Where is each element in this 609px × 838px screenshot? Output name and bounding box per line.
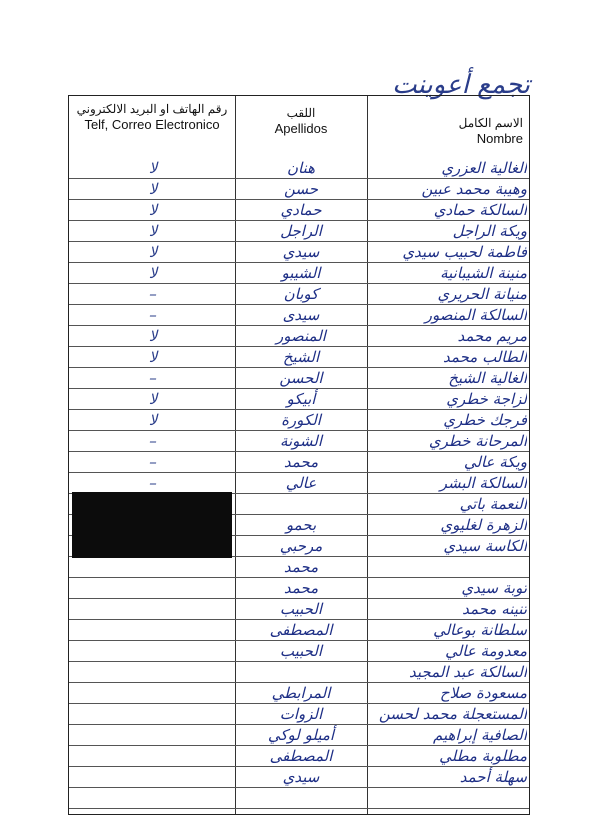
cell-name: السالكة عبد المجيد — [409, 663, 527, 681]
cell-telf — [73, 683, 233, 704]
table-row — [69, 200, 529, 221]
cell-apellido: هنان — [286, 159, 316, 177]
cell-telf — [73, 725, 233, 746]
cell-apellido: بحمو — [285, 516, 317, 534]
cell-telf: لا — [148, 411, 158, 429]
table-row — [69, 704, 529, 725]
cell-apellido: مرحبي — [279, 537, 323, 555]
cell-name: المرحانة خطري — [428, 432, 527, 450]
table-row — [69, 410, 529, 431]
cell-apellido: أميلو لوكي — [267, 726, 335, 744]
redaction-block — [72, 492, 232, 558]
header-nombre-ar: الاسم الكامل — [458, 116, 523, 130]
cell-apellido: كوبان — [283, 285, 319, 303]
cell-telf: لا — [148, 390, 158, 408]
cell-name: الطالب محمد — [443, 348, 527, 366]
cell-apellido — [237, 662, 365, 683]
table-row — [69, 578, 529, 599]
table-row — [69, 473, 529, 494]
table-row — [69, 683, 529, 704]
header-apellidos — [237, 96, 365, 158]
cell-name: منيانة الحريري — [437, 285, 527, 303]
cell-telf: لا — [148, 348, 158, 366]
cell-name: الكاسة سيدي — [443, 537, 527, 555]
cell-apellido: الكورة — [281, 411, 321, 429]
cell-apellido: المرابطي — [271, 684, 331, 702]
cell-apellido: محمد — [283, 453, 319, 471]
cell-apellido: الحبيب — [279, 600, 323, 618]
cell-apellido: سيدي — [282, 243, 320, 261]
table-row — [69, 347, 529, 368]
cell-name: مسعودة صلاح — [439, 684, 527, 702]
cell-apellido: حمادي — [280, 201, 322, 219]
cell-telf: – — [149, 369, 157, 387]
table-row — [69, 305, 529, 326]
cell-apellido: المنصور — [276, 327, 326, 345]
cell-telf — [73, 557, 233, 578]
table-row — [69, 242, 529, 263]
header-telf — [71, 96, 233, 158]
cell-apellido: المصطفى — [269, 747, 333, 765]
table-row — [69, 620, 529, 641]
table-row — [69, 641, 529, 662]
cell-apellido: المصطفى — [269, 621, 333, 639]
cell-name — [369, 557, 527, 578]
cell-apellido: محمد — [283, 558, 319, 576]
cell-name: لزاجة خطري — [446, 390, 527, 408]
cell-telf — [73, 746, 233, 767]
cell-telf — [73, 620, 233, 641]
cell-apellido: عالي — [285, 474, 317, 492]
cell-name: السالكة البشر — [439, 474, 527, 492]
cell-telf — [73, 578, 233, 599]
cell-telf: لا — [148, 264, 158, 282]
cell-name: ويكة عالي — [463, 453, 527, 471]
cell-apellido: محمد — [283, 579, 319, 597]
cell-telf: لا — [148, 243, 158, 261]
table-row — [69, 389, 529, 410]
cell-name: سهلة أحمد — [459, 768, 527, 786]
cell-name: السالكة المنصور — [424, 306, 527, 324]
table-row — [69, 725, 529, 746]
table-row — [69, 368, 529, 389]
cell-name: فاطمة لحبيب سيدي — [402, 243, 527, 261]
cell-apellido: حسن — [283, 180, 319, 198]
cell-name: النعمة باتي — [459, 495, 527, 513]
cell-telf: لا — [148, 327, 158, 345]
cell-telf — [73, 704, 233, 725]
cell-telf — [73, 662, 233, 683]
cell-apellido: سيدى — [282, 306, 320, 324]
cell-apellido: أبيكو — [286, 390, 316, 408]
cell-name: الزهرة لغليوي — [440, 516, 527, 534]
table-rows — [69, 158, 529, 814]
cell-apellido: الراجل — [280, 222, 322, 240]
table-row — [69, 221, 529, 242]
cell-name: توبة سيدي — [461, 579, 527, 597]
cell-telf: – — [149, 306, 157, 324]
table-row — [69, 263, 529, 284]
cell-name: الصافية إبراهيم — [432, 726, 527, 744]
cell-name: مطلوبة مطلي — [439, 747, 527, 765]
cell-name: مريم محمد — [457, 327, 527, 345]
table-row — [69, 284, 529, 305]
cell-name: منينة الشيبانية — [440, 264, 527, 282]
cell-telf: – — [149, 474, 157, 492]
table-row — [69, 179, 529, 200]
header-nombre-es: Nombre — [476, 131, 523, 146]
cell-apellido: الزوات — [279, 705, 323, 723]
table-row — [69, 662, 529, 683]
cell-name: الغالية العزري — [441, 159, 527, 177]
table-row — [69, 599, 529, 620]
table-row — [69, 326, 529, 347]
cell-apellido: الشونة — [279, 432, 323, 450]
table-row — [69, 431, 529, 452]
table-row — [69, 557, 529, 578]
table-row — [69, 746, 529, 767]
cell-apellido — [237, 494, 365, 515]
table-row — [69, 452, 529, 473]
cell-telf — [73, 599, 233, 620]
header-telf-es: Telf, Correo Electronico — [84, 117, 220, 132]
cell-name: ويكة الراجل — [452, 222, 527, 240]
cell-apellido: الحبيب — [279, 642, 323, 660]
cell-name: الغالية الشيخ — [448, 369, 527, 387]
cell-telf: لا — [148, 159, 158, 177]
cell-name: السالكة حمادي — [433, 201, 527, 219]
cell-telf — [73, 641, 233, 662]
cell-telf: لا — [148, 180, 158, 198]
header-nombre — [369, 96, 529, 158]
cell-name: تنينه محمد — [462, 600, 527, 618]
cell-apellido: الشيبو — [281, 264, 321, 282]
cell-telf: لا — [148, 222, 158, 240]
cell-name: وهيبة محمد عبين — [421, 180, 527, 198]
cell-telf: – — [149, 432, 157, 450]
attendance-table — [68, 95, 530, 815]
cell-name: فرجك خطري — [443, 411, 527, 429]
cell-telf: لا — [148, 201, 158, 219]
header-apellidos-ar: اللقب — [286, 106, 316, 120]
cell-apellido: الشيخ — [282, 348, 320, 366]
cell-apellido: سيدي — [282, 768, 320, 786]
cell-telf — [73, 767, 233, 788]
header-telf-ar: رقم الهاتف او البريد الالكتروني — [76, 102, 228, 116]
handwritten-title: تجمع أعوينت — [392, 70, 530, 100]
table-row — [69, 158, 529, 179]
cell-name: سلطانة بوعالي — [433, 621, 527, 639]
cell-name: المستعجلة محمد لحسن — [378, 705, 527, 723]
cell-apellido: الحسن — [279, 369, 323, 387]
cell-telf: – — [149, 285, 157, 303]
table-row — [69, 767, 529, 788]
cell-name: معدومة عالي — [445, 642, 527, 660]
header-apellidos-es: Apellidos — [274, 121, 328, 136]
cell-telf: – — [149, 453, 157, 471]
